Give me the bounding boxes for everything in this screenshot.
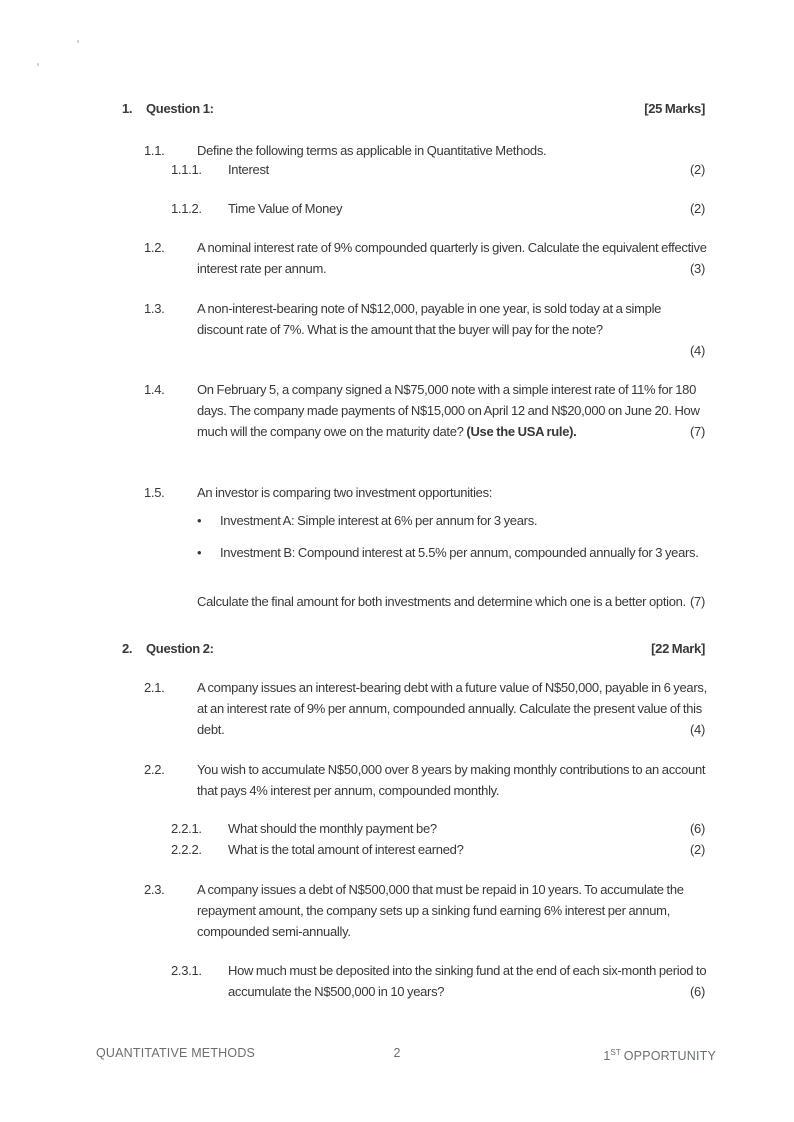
item-number: 1.1. [144,143,165,158]
item-text-segment: A company issues a debt of N$500,000 that must be repaid in 10 years. To accumulate the repayment amount, the company sets up a sinking fund earning 6% interest per annum, compounded semi-annually. [197,882,684,939]
item-2-2-2 [0,839,794,860]
item-number: 2.2.2. [171,842,202,857]
item-1-2 [0,237,794,279]
bullet-investment-a [0,510,794,531]
item-1-5 [0,482,794,503]
item-2-1 [0,677,794,740]
question-number: 1. [122,101,133,116]
item-number: 2.3. [144,882,165,897]
question-marks: [25 Marks] [644,101,705,116]
item-number: 2.2. [144,762,165,777]
item-text-segment: Define the following terms as applicable in Quantitative Methods. [197,143,547,158]
item-text-segment: What should the monthly payment be? [228,821,437,836]
item-marks: (2) [690,201,705,216]
item-text [197,677,707,740]
item-text [220,510,707,531]
item-text [228,198,707,219]
item-text [197,482,707,503]
question-2-header [0,638,794,659]
item-marks: (3) [690,261,705,276]
item-text-segment: Calculate the final amount for both investments and determine which one is a better option. [197,594,686,609]
item-marks: (2) [690,162,705,177]
item-text [197,237,707,279]
item-marks: (2) [690,842,705,857]
item-text-segment: A nominal interest rate of 9% compounded quarterly is given. Calculate the equivalent effective interest rate per annum. [197,240,707,276]
footer-opportunity-ordinal: ST [610,1048,621,1057]
item-number: 1.1.2. [171,201,202,216]
item-number: 2.3.1. [171,963,202,978]
item-text [197,879,707,942]
item-number: 1.3. [144,301,165,316]
scan-speck [77,40,79,43]
item-text-segment: Interest [228,162,269,177]
item-2-2 [0,759,794,801]
item-2-3 [0,879,794,942]
item-text-segment: How much must be deposited into the sinking fund at the end of each six-month period to accumulate the N$500,000 in 10 years? [228,963,707,999]
item-text [228,960,707,1002]
item-marks: (4) [690,722,705,737]
item-marks: (6) [690,821,705,836]
item-number: 1.1.1. [171,162,202,177]
item-2-3-1 [0,960,794,1002]
item-text-segment: Investment B: Compound interest at 5.5% per annum, compounded annually for 3 years. [220,545,699,560]
item-text [228,839,707,860]
scan-speck [37,63,39,66]
item-text [197,298,707,361]
bullet-icon: • [197,545,202,560]
item-text-segment: On February 5, a company signed a N$75,000 note with a simple interest rate of 11% for 180 days. The company made payments of N$15,000 on April 12 and N$20,000 on June 20. How much will the company owe on the maturity date? [197,382,700,439]
footer-opportunity-text: OPPORTUNITY [623,1049,716,1064]
item-text [197,759,707,801]
bullet-investment-b [0,542,794,563]
item-text [197,379,707,442]
item-1-4 [0,379,794,442]
question-title: Question 1: [146,101,214,116]
item-marks: (4) [690,343,705,358]
footer-page-number: 2 [393,1046,401,1060]
item-1-1 [0,140,794,161]
item-text [197,140,707,161]
footer-opportunity-number: 1 [603,1049,611,1064]
item-1-1-2 [0,198,794,219]
item-number: 2.2.1. [171,821,202,836]
item-text [197,591,707,612]
question-title: Question 2: [146,641,214,656]
item-number: 1.2. [144,240,165,255]
item-1-1-1 [0,159,794,180]
item-2-2-1 [0,818,794,839]
footer-opportunity [603,1044,716,1065]
item-text-segment: (Use the USA rule). [466,424,577,439]
item-text [228,159,707,180]
item-text-segment: What is the total amount of interest earned? [228,842,464,857]
item-marks: (7) [690,424,705,439]
closing-paragraph-1-5 [0,591,794,612]
item-text-segment: An investor is comparing two investment opportunities: [197,485,493,500]
item-number: 2.1. [144,680,165,695]
item-number: 1.5. [144,485,165,500]
item-text [220,542,707,563]
item-1-3 [0,298,794,361]
question-marks: [22 Mark] [651,641,705,656]
item-text-segment: A non-interest-bearing note of N$12,000, payable in one year, is sold today at a simple discount rate of 7%. What is the amount that the buyer will pay for the note? [197,301,662,337]
footer-course-title: QUANTITATIVE METHODS [96,1046,256,1060]
item-text-segment: Time Value of Money [228,201,343,216]
item-marks: (7) [690,594,705,609]
bullet-icon: • [197,513,202,528]
item-marks: (6) [690,984,705,999]
item-text-segment: Investment A: Simple interest at 6% per annum for 3 years. [220,513,538,528]
item-text [228,818,707,839]
item-number: 1.4. [144,382,165,397]
question-1-header [0,98,794,119]
item-text-segment: You wish to accumulate N$50,000 over 8 years by making monthly contributions to an account that pays 4% interest per annum, compounded monthly. [197,762,706,798]
question-number: 2. [122,641,133,656]
item-text-segment: A company issues an interest-bearing debt with a future value of N$50,000, payable in 6 years, at an interest rate of 9% per annum, compounded annually. Calculate the present value of this debt. [197,680,707,737]
